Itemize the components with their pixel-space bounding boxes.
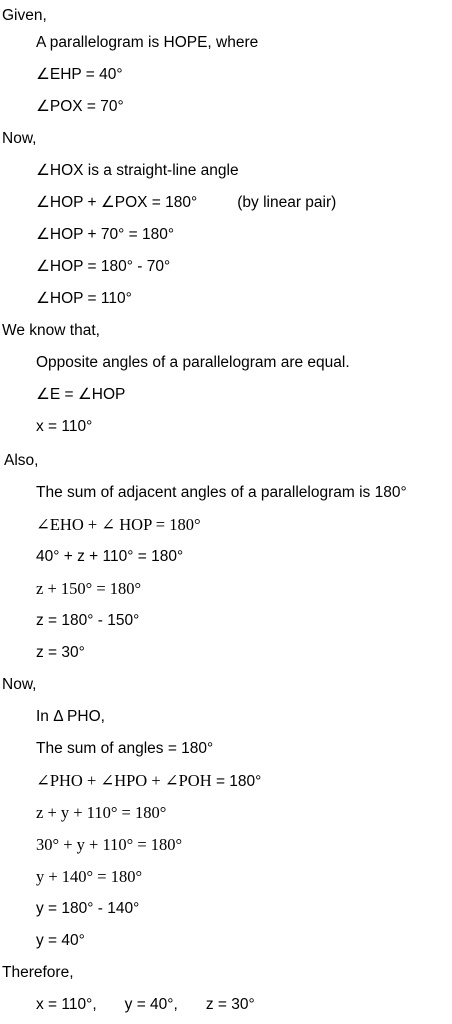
equation-line: y = 180° - 140°: [36, 900, 140, 917]
equation-line: ∠HOP = 180° - 70°: [36, 258, 171, 275]
equation-line: ∠EHO + ∠ HOP = 180°: [36, 515, 201, 534]
equation-line: ∠HOP = 110°: [36, 290, 132, 307]
equation-line: y = 40°: [36, 932, 85, 949]
heading-therefore: Therefore,: [2, 964, 74, 981]
equation-line: ∠POX = 70°: [36, 98, 124, 115]
statement-line: In Δ PHO,: [36, 708, 105, 725]
equation-line: y + 140° = 180°: [36, 867, 143, 886]
equation-line: ∠HOP + 70° = 180°: [36, 226, 175, 243]
statement-line: ∠HOX is a straight-line angle: [36, 162, 239, 179]
answer-z: z = 30°: [205, 996, 255, 1013]
equation-line: z + y + 110° = 180°: [36, 803, 167, 822]
answer-x: x = 110°,: [36, 996, 97, 1013]
equation-line: z + 150° = 180°: [36, 579, 142, 598]
equation-reason: (by linear pair): [237, 194, 337, 211]
answer-y: y = 40°,: [124, 996, 178, 1013]
equation-line: x = 110°: [36, 418, 93, 435]
equation-line: ∠EHP = 40°: [36, 66, 123, 83]
equation-line: ∠E = ∠HOP: [36, 386, 126, 403]
equation-line: 30° + y + 110° = 180°: [36, 835, 183, 854]
equation-text: ∠HOP + ∠POX = 180°: [36, 194, 198, 211]
heading-now: Now,: [2, 676, 37, 693]
equation-result: = 180°: [215, 773, 262, 790]
equation-line: [36, 771, 261, 792]
equation-text: ∠PHO + ∠HPO + ∠POH: [36, 771, 212, 790]
heading-given: Given,: [2, 7, 47, 24]
statement-line: The sum of angles = 180°: [36, 740, 214, 757]
equation-line: z = 180° - 150°: [36, 612, 140, 629]
final-answer-line: [36, 995, 255, 1015]
statement-line: A parallelogram is HOPE, where: [36, 34, 259, 51]
statement-line: Opposite angles of a parallelogram are equal.: [36, 354, 350, 371]
equation-line: [36, 193, 336, 213]
equation-line: 40° + z + 110° = 180°: [36, 548, 184, 565]
heading-we-know-that: We know that,: [2, 322, 100, 339]
equation-line: z = 30°: [36, 644, 85, 661]
heading-now: Now,: [2, 130, 37, 147]
heading-also: Also,: [4, 452, 39, 469]
statement-line: The sum of adjacent angles of a parallelogram is 180°: [36, 484, 407, 501]
